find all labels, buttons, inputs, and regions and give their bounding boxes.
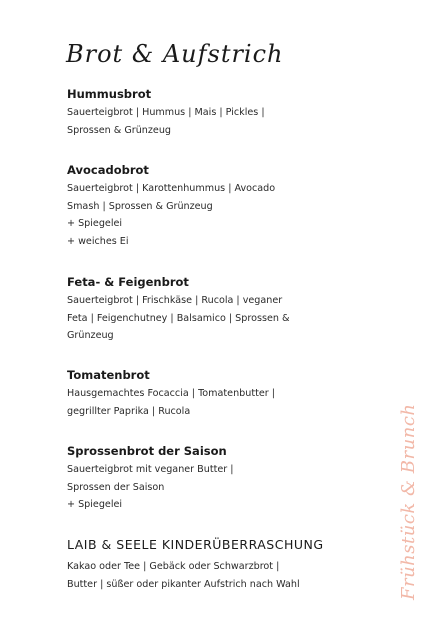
item-description-line: Feta | Feigenchutney | Balsamico | Sprossen & — [67, 312, 290, 324]
item-description-line: + weiches Ei — [67, 235, 129, 247]
page-title: Brot & Aufstrich — [66, 40, 284, 68]
side-label-vertical: Frühstück & Brunch — [398, 403, 419, 600]
item-description-line: Sauerteigbrot | Karottenhummus | Avocado — [67, 183, 276, 194]
menu-item-sprossenbrot — [67, 443, 367, 514]
menu-item-tomatenbrot — [67, 367, 367, 420]
item-description-line: Grünzeug — [67, 330, 114, 341]
item-description-line: gegrillter Paprika | Rucola — [67, 405, 191, 417]
item-name: Tomatenbrot — [67, 368, 150, 382]
item-description-line: Sauerteigbrot | Hummus | Mais | Pickles | — [67, 107, 265, 118]
item-description-line: Hausgemachtes Focaccia | Tomatenbutter | — [67, 388, 275, 399]
item-description-line: Sauerteigbrot | Frischkäse | Rucola | veganer — [67, 295, 283, 306]
item-description-line: Sauerteigbrot mit veganer Butter | — [67, 464, 234, 475]
item-description-line: Smash | Sprossen & Grünzeug — [67, 200, 213, 212]
menu-item-kinderueberraschung — [67, 536, 367, 593]
menu-item-hummusbrot — [67, 86, 367, 139]
item-name: Sprossenbrot der Saison — [67, 444, 227, 458]
kids-section-title: LAIB & SEELE KINDERÜBERRASCHUNG — [67, 537, 324, 552]
item-description-line: Sprossen & Grünzeug — [67, 124, 171, 136]
item-description-line: Kakao oder Tee | Gebäck oder Schwarzbrot | — [67, 561, 280, 572]
item-description-line: + Spiegelei — [67, 499, 123, 510]
item-description-line: Sprossen der Saison — [67, 481, 165, 493]
item-description-line: Butter | süßer oder pikanter Aufstrich nach Wahl — [67, 578, 300, 590]
menu-item-avocadobrot — [67, 162, 367, 250]
menu-item-feta-feigenbrot — [67, 274, 367, 345]
item-description-line: + Spiegelei — [67, 218, 123, 229]
item-name: Hummusbrot — [67, 87, 152, 101]
item-name: Feta- & Feigenbrot — [67, 275, 189, 289]
item-name: Avocadobrot — [67, 163, 149, 177]
